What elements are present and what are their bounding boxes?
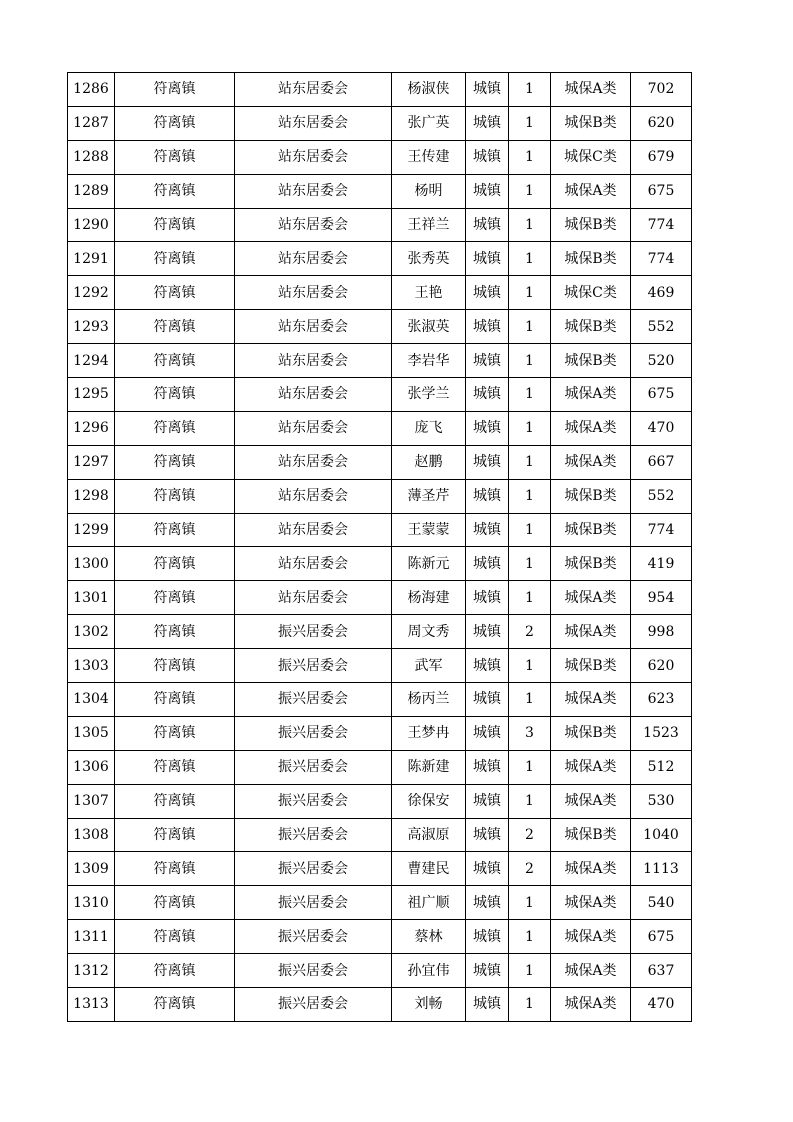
category-cell: 城保A类 <box>551 378 631 412</box>
community-cell: 振兴居委会 <box>235 988 392 1022</box>
community-cell: 振兴居委会 <box>235 920 392 954</box>
town-cell: 符离镇 <box>115 344 235 378</box>
amount-cell: 702 <box>631 73 692 107</box>
amount-cell: 470 <box>631 988 692 1022</box>
category-cell: 城保A类 <box>551 920 631 954</box>
row-number-cell: 1307 <box>68 784 115 818</box>
town-cell: 符离镇 <box>115 310 235 344</box>
area-type-cell: 城镇 <box>466 988 509 1022</box>
household-count-cell: 1 <box>509 106 551 140</box>
community-cell: 站东居委会 <box>235 445 392 479</box>
category-cell: 城保C类 <box>551 140 631 174</box>
table-row <box>68 988 692 1022</box>
area-type-cell: 城镇 <box>466 378 509 412</box>
row-number-cell: 1300 <box>68 547 115 581</box>
name-cell: 徐保安 <box>392 784 466 818</box>
household-count-cell: 1 <box>509 479 551 513</box>
community-cell: 站东居委会 <box>235 547 392 581</box>
category-cell: 城保B类 <box>551 310 631 344</box>
area-type-cell: 城镇 <box>466 140 509 174</box>
category-cell: 城保B类 <box>551 344 631 378</box>
area-type-cell: 城镇 <box>466 581 509 615</box>
row-number-cell: 1292 <box>68 276 115 310</box>
town-cell: 符离镇 <box>115 140 235 174</box>
community-cell: 站东居委会 <box>235 344 392 378</box>
table-row <box>68 411 692 445</box>
household-count-cell: 1 <box>509 276 551 310</box>
area-type-cell: 城镇 <box>466 445 509 479</box>
name-cell: 蔡林 <box>392 920 466 954</box>
household-count-cell: 1 <box>509 174 551 208</box>
table-row <box>68 310 692 344</box>
row-number-cell: 1313 <box>68 988 115 1022</box>
amount-cell: 675 <box>631 174 692 208</box>
household-count-cell: 3 <box>509 716 551 750</box>
area-type-cell: 城镇 <box>466 750 509 784</box>
table-row <box>68 716 692 750</box>
community-cell: 站东居委会 <box>235 208 392 242</box>
name-cell: 祖广顺 <box>392 886 466 920</box>
area-type-cell: 城镇 <box>466 411 509 445</box>
amount-cell: 540 <box>631 886 692 920</box>
amount-cell: 774 <box>631 513 692 547</box>
town-cell: 符离镇 <box>115 649 235 683</box>
community-cell: 站东居委会 <box>235 310 392 344</box>
town-cell: 符离镇 <box>115 208 235 242</box>
row-number-cell: 1302 <box>68 615 115 649</box>
table-row <box>68 954 692 988</box>
amount-cell: 520 <box>631 344 692 378</box>
name-cell: 孙宜伟 <box>392 954 466 988</box>
community-cell: 振兴居委会 <box>235 784 392 818</box>
area-type-cell: 城镇 <box>466 73 509 107</box>
town-cell: 符离镇 <box>115 242 235 276</box>
amount-cell: 667 <box>631 445 692 479</box>
row-number-cell: 1303 <box>68 649 115 683</box>
name-cell: 高淑原 <box>392 818 466 852</box>
table-row <box>68 445 692 479</box>
category-cell: 城保B类 <box>551 716 631 750</box>
table-row <box>68 581 692 615</box>
amount-cell: 998 <box>631 615 692 649</box>
category-cell: 城保A类 <box>551 750 631 784</box>
row-number-cell: 1301 <box>68 581 115 615</box>
row-number-cell: 1293 <box>68 310 115 344</box>
area-type-cell: 城镇 <box>466 920 509 954</box>
row-number-cell: 1306 <box>68 750 115 784</box>
table-row <box>68 174 692 208</box>
category-cell: 城保A类 <box>551 784 631 818</box>
household-count-cell: 2 <box>509 818 551 852</box>
town-cell: 符离镇 <box>115 784 235 818</box>
table-row <box>68 73 692 107</box>
area-type-cell: 城镇 <box>466 106 509 140</box>
amount-cell: 1523 <box>631 716 692 750</box>
category-cell: 城保A类 <box>551 852 631 886</box>
household-count-cell: 1 <box>509 242 551 276</box>
community-cell: 振兴居委会 <box>235 750 392 784</box>
table-row <box>68 378 692 412</box>
table-body <box>68 73 692 1022</box>
community-cell: 站东居委会 <box>235 479 392 513</box>
table-row <box>68 615 692 649</box>
community-cell: 站东居委会 <box>235 513 392 547</box>
category-cell: 城保B类 <box>551 513 631 547</box>
community-cell: 振兴居委会 <box>235 852 392 886</box>
household-count-cell: 1 <box>509 784 551 818</box>
area-type-cell: 城镇 <box>466 344 509 378</box>
name-cell: 杨淑侠 <box>392 73 466 107</box>
community-cell: 站东居委会 <box>235 378 392 412</box>
name-cell: 庞飞 <box>392 411 466 445</box>
name-cell: 周文秀 <box>392 615 466 649</box>
name-cell: 杨丙兰 <box>392 683 466 717</box>
table-row <box>68 683 692 717</box>
household-count-cell: 1 <box>509 378 551 412</box>
community-cell: 振兴居委会 <box>235 649 392 683</box>
table-row <box>68 920 692 954</box>
area-type-cell: 城镇 <box>466 276 509 310</box>
town-cell: 符离镇 <box>115 445 235 479</box>
community-cell: 振兴居委会 <box>235 683 392 717</box>
table-row <box>68 140 692 174</box>
name-cell: 武军 <box>392 649 466 683</box>
name-cell: 张秀英 <box>392 242 466 276</box>
name-cell: 赵鹏 <box>392 445 466 479</box>
community-cell: 站东居委会 <box>235 140 392 174</box>
community-cell: 站东居委会 <box>235 73 392 107</box>
row-number-cell: 1287 <box>68 106 115 140</box>
category-cell: 城保B类 <box>551 818 631 852</box>
category-cell: 城保B类 <box>551 547 631 581</box>
table-row <box>68 750 692 784</box>
town-cell: 符离镇 <box>115 547 235 581</box>
category-cell: 城保A类 <box>551 988 631 1022</box>
amount-cell: 679 <box>631 140 692 174</box>
town-cell: 符离镇 <box>115 479 235 513</box>
row-number-cell: 1296 <box>68 411 115 445</box>
name-cell: 杨明 <box>392 174 466 208</box>
amount-cell: 470 <box>631 411 692 445</box>
area-type-cell: 城镇 <box>466 310 509 344</box>
community-cell: 站东居委会 <box>235 106 392 140</box>
household-count-cell: 1 <box>509 310 551 344</box>
category-cell: 城保B类 <box>551 208 631 242</box>
household-count-cell: 2 <box>509 852 551 886</box>
town-cell: 符离镇 <box>115 581 235 615</box>
row-number-cell: 1309 <box>68 852 115 886</box>
town-cell: 符离镇 <box>115 174 235 208</box>
household-count-cell: 1 <box>509 513 551 547</box>
row-number-cell: 1289 <box>68 174 115 208</box>
community-cell: 振兴居委会 <box>235 716 392 750</box>
name-cell: 张广英 <box>392 106 466 140</box>
town-cell: 符离镇 <box>115 513 235 547</box>
category-cell: 城保A类 <box>551 886 631 920</box>
row-number-cell: 1299 <box>68 513 115 547</box>
table-row <box>68 513 692 547</box>
row-number-cell: 1308 <box>68 818 115 852</box>
category-cell: 城保B类 <box>551 106 631 140</box>
area-type-cell: 城镇 <box>466 852 509 886</box>
data-table <box>67 72 692 1022</box>
category-cell: 城保A类 <box>551 411 631 445</box>
town-cell: 符离镇 <box>115 818 235 852</box>
name-cell: 王祥兰 <box>392 208 466 242</box>
row-number-cell: 1305 <box>68 716 115 750</box>
row-number-cell: 1298 <box>68 479 115 513</box>
household-count-cell: 1 <box>509 750 551 784</box>
name-cell: 李岩华 <box>392 344 466 378</box>
amount-cell: 469 <box>631 276 692 310</box>
table-row <box>68 852 692 886</box>
amount-cell: 1040 <box>631 818 692 852</box>
row-number-cell: 1290 <box>68 208 115 242</box>
amount-cell: 774 <box>631 242 692 276</box>
area-type-cell: 城镇 <box>466 818 509 852</box>
town-cell: 符离镇 <box>115 276 235 310</box>
amount-cell: 623 <box>631 683 692 717</box>
town-cell: 符离镇 <box>115 852 235 886</box>
table-row <box>68 208 692 242</box>
area-type-cell: 城镇 <box>466 649 509 683</box>
town-cell: 符离镇 <box>115 73 235 107</box>
town-cell: 符离镇 <box>115 615 235 649</box>
area-type-cell: 城镇 <box>466 479 509 513</box>
category-cell: 城保C类 <box>551 276 631 310</box>
amount-cell: 620 <box>631 649 692 683</box>
name-cell: 杨海建 <box>392 581 466 615</box>
household-count-cell: 1 <box>509 73 551 107</box>
category-cell: 城保A类 <box>551 954 631 988</box>
town-cell: 符离镇 <box>115 750 235 784</box>
town-cell: 符离镇 <box>115 988 235 1022</box>
town-cell: 符离镇 <box>115 886 235 920</box>
community-cell: 振兴居委会 <box>235 615 392 649</box>
community-cell: 站东居委会 <box>235 276 392 310</box>
name-cell: 王艳 <box>392 276 466 310</box>
town-cell: 符离镇 <box>115 378 235 412</box>
amount-cell: 1113 <box>631 852 692 886</box>
community-cell: 站东居委会 <box>235 242 392 276</box>
table-row <box>68 479 692 513</box>
household-count-cell: 2 <box>509 615 551 649</box>
amount-cell: 620 <box>631 106 692 140</box>
community-cell: 振兴居委会 <box>235 886 392 920</box>
household-count-cell: 1 <box>509 886 551 920</box>
name-cell: 张学兰 <box>392 378 466 412</box>
amount-cell: 419 <box>631 547 692 581</box>
row-number-cell: 1286 <box>68 73 115 107</box>
row-number-cell: 1310 <box>68 886 115 920</box>
category-cell: 城保B类 <box>551 479 631 513</box>
community-cell: 站东居委会 <box>235 174 392 208</box>
area-type-cell: 城镇 <box>466 615 509 649</box>
community-cell: 站东居委会 <box>235 411 392 445</box>
name-cell: 张淑英 <box>392 310 466 344</box>
area-type-cell: 城镇 <box>466 716 509 750</box>
row-number-cell: 1311 <box>68 920 115 954</box>
row-number-cell: 1288 <box>68 140 115 174</box>
table-row <box>68 649 692 683</box>
amount-cell: 552 <box>631 310 692 344</box>
community-cell: 站东居委会 <box>235 581 392 615</box>
amount-cell: 675 <box>631 920 692 954</box>
name-cell: 陈新元 <box>392 547 466 581</box>
name-cell: 王蒙蒙 <box>392 513 466 547</box>
name-cell: 薄圣芹 <box>392 479 466 513</box>
area-type-cell: 城镇 <box>466 784 509 818</box>
category-cell: 城保A类 <box>551 683 631 717</box>
table-row <box>68 886 692 920</box>
household-count-cell: 1 <box>509 411 551 445</box>
amount-cell: 552 <box>631 479 692 513</box>
category-cell: 城保A类 <box>551 174 631 208</box>
name-cell: 陈新建 <box>392 750 466 784</box>
area-type-cell: 城镇 <box>466 174 509 208</box>
area-type-cell: 城镇 <box>466 208 509 242</box>
household-count-cell: 1 <box>509 954 551 988</box>
area-type-cell: 城镇 <box>466 513 509 547</box>
household-count-cell: 1 <box>509 683 551 717</box>
town-cell: 符离镇 <box>115 411 235 445</box>
category-cell: 城保B类 <box>551 242 631 276</box>
amount-cell: 675 <box>631 378 692 412</box>
amount-cell: 774 <box>631 208 692 242</box>
household-count-cell: 1 <box>509 344 551 378</box>
table-row <box>68 547 692 581</box>
table-row <box>68 276 692 310</box>
table-row <box>68 106 692 140</box>
household-count-cell: 1 <box>509 140 551 174</box>
area-type-cell: 城镇 <box>466 547 509 581</box>
amount-cell: 512 <box>631 750 692 784</box>
area-type-cell: 城镇 <box>466 242 509 276</box>
amount-cell: 954 <box>631 581 692 615</box>
category-cell: 城保A类 <box>551 615 631 649</box>
household-count-cell: 1 <box>509 208 551 242</box>
household-count-cell: 1 <box>509 649 551 683</box>
community-cell: 振兴居委会 <box>235 954 392 988</box>
town-cell: 符离镇 <box>115 106 235 140</box>
area-type-cell: 城镇 <box>466 886 509 920</box>
amount-cell: 637 <box>631 954 692 988</box>
row-number-cell: 1295 <box>68 378 115 412</box>
amount-cell: 530 <box>631 784 692 818</box>
table-row <box>68 784 692 818</box>
table-row <box>68 344 692 378</box>
category-cell: 城保A类 <box>551 581 631 615</box>
town-cell: 符离镇 <box>115 954 235 988</box>
category-cell: 城保A类 <box>551 73 631 107</box>
name-cell: 王梦冉 <box>392 716 466 750</box>
row-number-cell: 1297 <box>68 445 115 479</box>
name-cell: 刘畅 <box>392 988 466 1022</box>
town-cell: 符离镇 <box>115 683 235 717</box>
table-row <box>68 242 692 276</box>
row-number-cell: 1291 <box>68 242 115 276</box>
town-cell: 符离镇 <box>115 920 235 954</box>
community-cell: 振兴居委会 <box>235 818 392 852</box>
table-row <box>68 818 692 852</box>
household-count-cell: 1 <box>509 445 551 479</box>
row-number-cell: 1312 <box>68 954 115 988</box>
category-cell: 城保B类 <box>551 649 631 683</box>
category-cell: 城保A类 <box>551 445 631 479</box>
area-type-cell: 城镇 <box>466 683 509 717</box>
row-number-cell: 1304 <box>68 683 115 717</box>
area-type-cell: 城镇 <box>466 954 509 988</box>
name-cell: 曹建民 <box>392 852 466 886</box>
household-count-cell: 1 <box>509 920 551 954</box>
town-cell: 符离镇 <box>115 716 235 750</box>
household-count-cell: 1 <box>509 988 551 1022</box>
household-count-cell: 1 <box>509 581 551 615</box>
row-number-cell: 1294 <box>68 344 115 378</box>
household-count-cell: 1 <box>509 547 551 581</box>
name-cell: 王传建 <box>392 140 466 174</box>
